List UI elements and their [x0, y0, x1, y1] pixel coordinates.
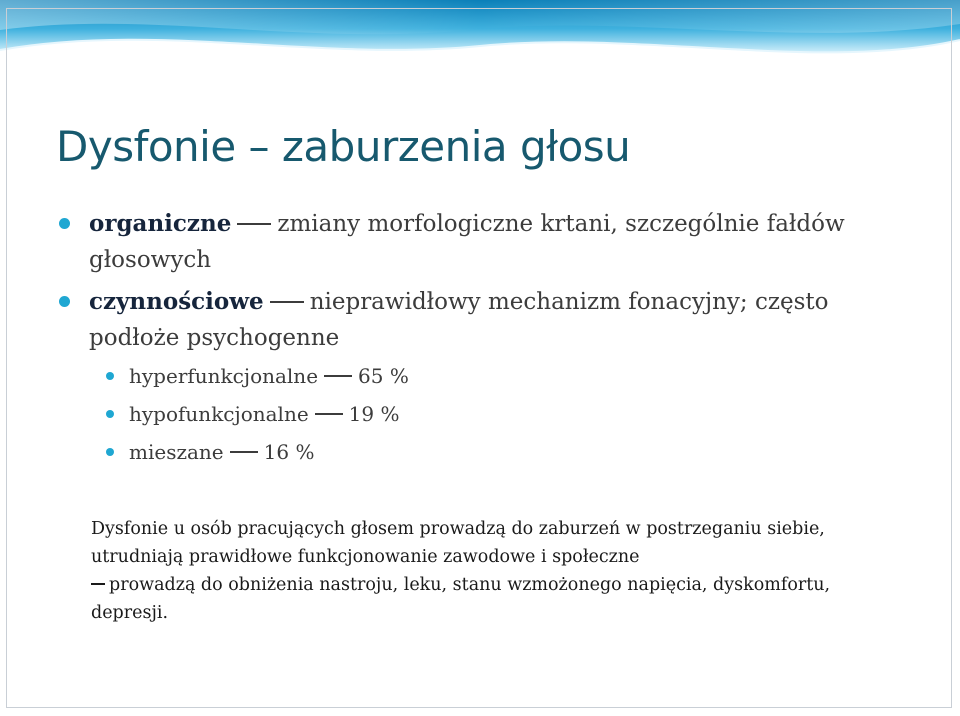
sub-bullet-label: hyperfunkcjonalne [129, 364, 319, 388]
sub-bullet-value: 65 % [358, 364, 409, 388]
dash-separator [270, 301, 304, 303]
sub-bullet-hyperfunkcjonalne [129, 362, 409, 390]
dash-separator [230, 451, 258, 453]
note-continuation: prowadzą do obniżenia nastroju, leku, stanu wzmożonego napięcia, dyskomfortu, depresji. [91, 575, 831, 623]
sub-bullet-label: mieszane [129, 440, 224, 464]
sub-bullet-mieszane [129, 438, 314, 466]
sub-bullet-value: 19 % [348, 402, 400, 426]
note-paragraph [91, 515, 891, 627]
bullet-organiczne [89, 206, 889, 278]
sub-bullet-label: hypofunkcjonalne [129, 402, 309, 426]
bullet-czynnosciowe [89, 284, 889, 356]
sub-bullet-dot-icon [106, 448, 114, 456]
dash-separator [237, 223, 271, 225]
dash-separator [324, 375, 352, 377]
slide-title: Dysfonie – zaburzenia głosu [56, 122, 631, 171]
bullet-keyword: czynnościowe [89, 288, 264, 315]
bullet-text: nieprawidłowy mechanizm fonacyjny; często podłoże psychogenne [89, 289, 829, 351]
sub-bullet-dot-icon [106, 410, 114, 418]
sub-bullet-dot-icon [106, 372, 114, 380]
dash-separator [91, 583, 105, 585]
sub-bullet-value: 16 % [263, 440, 315, 464]
note-text: Dysfonie u osób pracujących głosem prowadzą do zaburzeń w postrzeganiu siebie, utrudniają prawidłowe funkcjonowanie zawodowe i społeczne [91, 519, 825, 567]
bullet-dot-icon [59, 218, 70, 229]
bullet-dot-icon [59, 296, 70, 307]
dash-separator [315, 413, 343, 415]
bullet-keyword: organiczne [89, 210, 232, 237]
bullet-text: zmiany morfologiczne krtani, szczególnie fałdów głosowych [89, 211, 845, 273]
sub-bullet-hypofunkcjonalne [129, 400, 399, 428]
